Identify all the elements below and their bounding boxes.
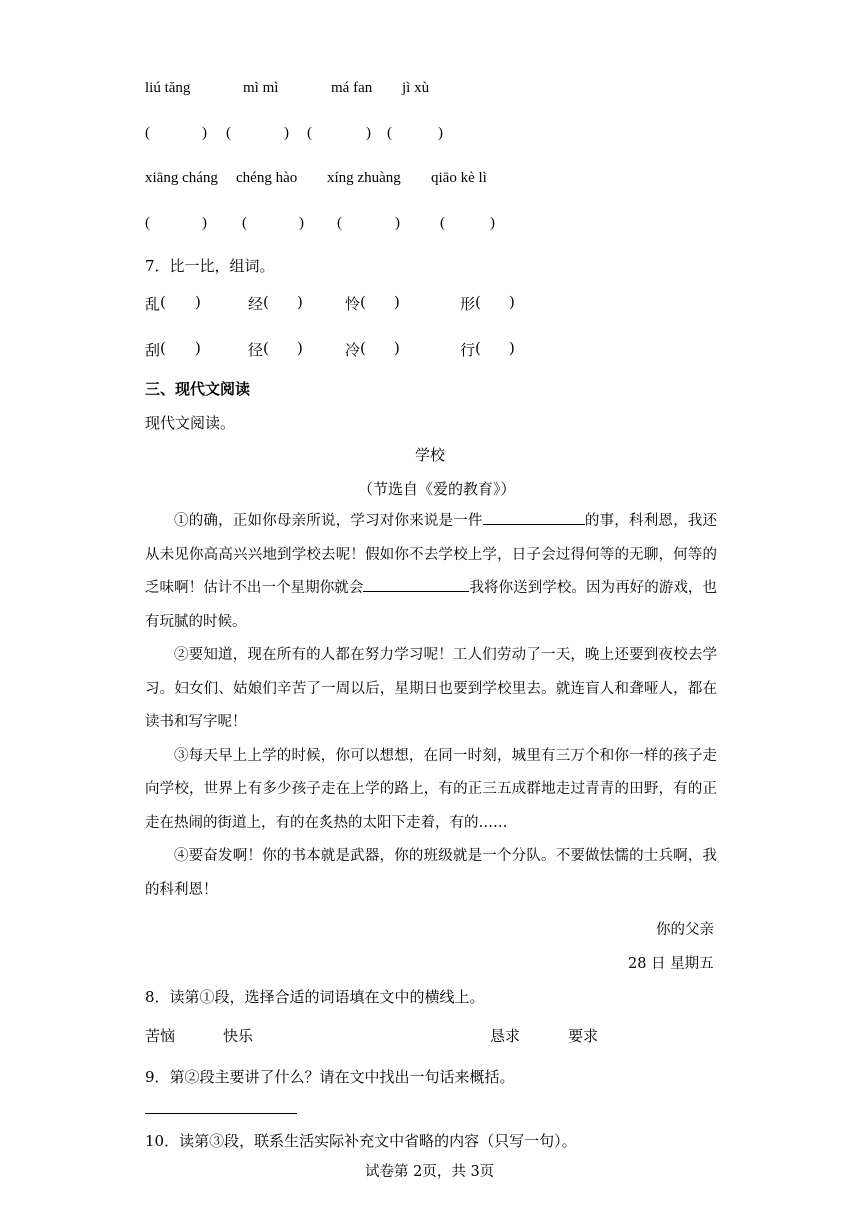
answer-paren-open: ( bbox=[145, 125, 150, 141]
pinyin-7: xíng zhuàng bbox=[327, 170, 401, 186]
answer-paren-open: ( bbox=[226, 125, 231, 141]
paragraph-1-part-c: 我将你送到学校。因为再好的游戏，也有玩腻的时候。 bbox=[145, 580, 717, 630]
question-10-title: 10．读第③段，联系生活实际补充文中省略的内容（只写一句）。 bbox=[145, 1132, 577, 1150]
answer-paren-open: ( bbox=[475, 339, 481, 357]
question-8-title: 8．读第①段，选择合适的词语填在文中的横线上。 bbox=[145, 988, 485, 1006]
passage-source: （节选自《爱的教育》） bbox=[358, 480, 516, 498]
char-item: 经 bbox=[248, 295, 264, 313]
letter-date: 28 日 星期五 bbox=[628, 956, 714, 972]
section-intro: 现代文阅读。 bbox=[145, 414, 236, 432]
page-footer: 试卷第 2页，共 3页 bbox=[365, 1164, 495, 1180]
paragraph-2: ②要知道，现在所有的人都在努力学习呢！工人们劳动了一天，晚上还要到夜校去学习。妇女们、姑娘们辛苦了一周以后，星期日也要到学校里去。就连盲人和聋哑人，都在读书和写字呢！ bbox=[145, 647, 717, 730]
answer-paren-close: ) bbox=[394, 293, 400, 311]
pinyin-3: má fan bbox=[331, 80, 373, 96]
char-item: 刮 bbox=[145, 341, 161, 359]
answer-paren-close: ) bbox=[395, 215, 400, 231]
char-item: 行 bbox=[460, 341, 476, 359]
answer-paren-close: ) bbox=[195, 339, 201, 357]
fill-blank-1[interactable] bbox=[483, 508, 585, 525]
pinyin-2: mì mì bbox=[243, 80, 279, 96]
answer-paren-open: ( bbox=[440, 215, 445, 231]
paragraph-4: ④要奋发啊！你的书本就是武器，你的班级就是一个分队。不要做怯懦的士兵啊，我的科利恩！ bbox=[145, 848, 717, 898]
paragraph-1-part-b: 的事，科利恩，我还从未见你高高兴兴地到学校去呢！假如你不去学校上学，日子会过得何等的无聊，何等的乏味啊！估计不出一个星期你就会 bbox=[145, 513, 718, 596]
section-heading: 三、现代文阅读 bbox=[145, 380, 251, 398]
char-item: 形 bbox=[460, 295, 476, 313]
fill-blank-2[interactable] bbox=[363, 575, 469, 592]
answer-paren-close: ) bbox=[394, 339, 400, 357]
answer-paren-open: ( bbox=[475, 293, 481, 311]
question-9-title: 9．第②段主要讲了什么？请在文中找出一句话来概括。 bbox=[145, 1068, 515, 1086]
answer-paren-open: ( bbox=[160, 293, 166, 311]
paragraph-1 bbox=[145, 505, 717, 639]
paragraph-3: ③每天早上上学的时候，你可以想想，在同一时刻，城里有三万个和你一样的孩子走向学校，世界上有多少孩子走在上学的路上，有的正三五成群地走过青青的田野，有的正走在热闹的街道上，有的在炙热的太阳下走着，有的…… bbox=[145, 747, 717, 831]
word-option: 苦恼 bbox=[145, 1027, 176, 1045]
answer-paren-close: ) bbox=[297, 293, 303, 311]
answer-paren-open: ( bbox=[387, 125, 392, 141]
word-option: 恳求 bbox=[490, 1027, 521, 1045]
char-item: 冷 bbox=[345, 341, 361, 359]
char-item: 径 bbox=[248, 341, 264, 359]
answer-paren-close: ) bbox=[366, 125, 371, 141]
pinyin-8: qiāo kè lì bbox=[431, 170, 487, 186]
char-item: 乱 bbox=[145, 295, 161, 313]
answer-paren-open: ( bbox=[360, 293, 366, 311]
answer-paren-close: ) bbox=[490, 215, 495, 231]
answer-paren-open: ( bbox=[263, 339, 269, 357]
answer-paren-close: ) bbox=[202, 125, 207, 141]
passage-body bbox=[145, 505, 717, 907]
pinyin-5: xiāng cháng bbox=[145, 170, 218, 186]
answer-paren-close: ) bbox=[438, 125, 443, 141]
answer-paren-close: ) bbox=[284, 125, 289, 141]
answer-paren-open: ( bbox=[160, 339, 166, 357]
answer-paren-close: ) bbox=[509, 293, 515, 311]
answer-paren-open: ( bbox=[242, 215, 247, 231]
paragraph-1-part-a: ①的确，正如你母亲所说，学习对你来说是一件 bbox=[174, 513, 483, 529]
answer-line[interactable] bbox=[145, 1113, 297, 1114]
answer-paren-open: ( bbox=[337, 215, 342, 231]
char-item: 怜 bbox=[345, 295, 361, 313]
signature: 你的父亲 bbox=[656, 922, 714, 938]
word-option: 要求 bbox=[568, 1027, 599, 1045]
answer-paren-close: ) bbox=[299, 215, 304, 231]
answer-paren-open: ( bbox=[145, 215, 150, 231]
pinyin-4: jì xù bbox=[402, 80, 430, 96]
answer-paren-close: ) bbox=[195, 293, 201, 311]
pinyin-6: chéng hào bbox=[236, 170, 298, 186]
answer-paren-open: ( bbox=[307, 125, 312, 141]
answer-paren-open: ( bbox=[263, 293, 269, 311]
answer-paren-open: ( bbox=[360, 339, 366, 357]
question-7-title: 7．比一比，组词。 bbox=[145, 257, 275, 275]
answer-paren-close: ) bbox=[509, 339, 515, 357]
answer-paren-close: ) bbox=[202, 215, 207, 231]
pinyin-1: liú tăng bbox=[145, 80, 191, 96]
word-option: 快乐 bbox=[223, 1027, 254, 1045]
answer-paren-close: ) bbox=[297, 339, 303, 357]
passage-title: 学校 bbox=[415, 446, 446, 464]
